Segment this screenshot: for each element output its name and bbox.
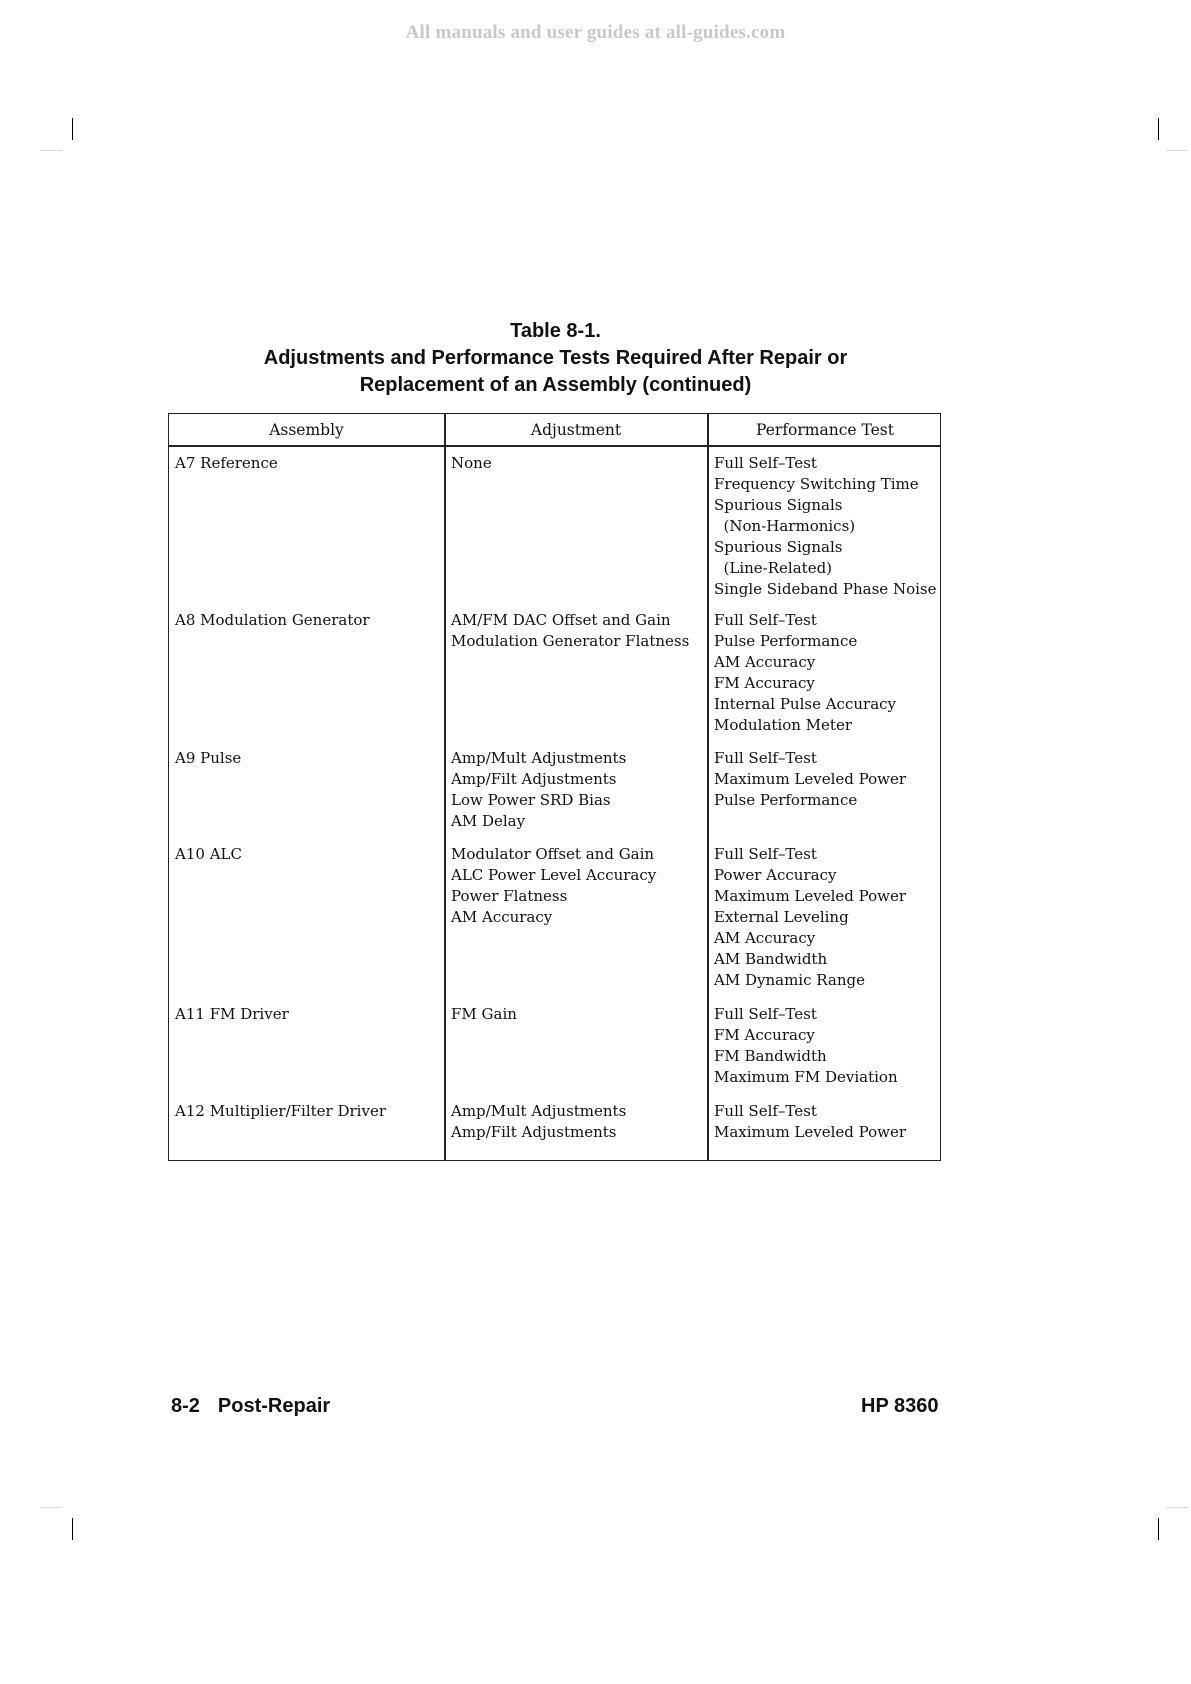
crop-mark-top-right: [1158, 118, 1159, 140]
header-adjustment: Adjustment: [530, 421, 622, 439]
assembly-table: [168, 413, 941, 1161]
assembly-cell: A8 Modulation Generator: [175, 611, 370, 629]
header-performance-test: Performance Test: [756, 421, 894, 439]
crop-mark-bottom-left: [72, 1518, 73, 1540]
table-number: Table 8-1.: [510, 320, 601, 342]
crop-mark-top-left: [72, 118, 73, 140]
performance-test-cell: Full Self–Test Power Accuracy Maximum Leveled Power External Leveling AM Accuracy AM Bandwidth AM Dynamic Range: [714, 845, 907, 989]
column-divider-2: [707, 414, 709, 1160]
crop-mark-bottom-right: [1158, 1518, 1159, 1540]
adjustment-cell: FM Gain: [451, 1005, 517, 1023]
page-number: 8-2: [171, 1395, 200, 1417]
adjustment-cell: AM/FM DAC Offset and Gain Modulation Generator Flatness: [451, 611, 690, 650]
table-title-line-2: Replacement of an Assembly (continued): [359, 374, 752, 396]
header-rule: [169, 445, 940, 447]
adjustment-cell: Modulator Offset and Gain ALC Power Level Accuracy Power Flatness AM Accuracy: [451, 845, 657, 926]
column-divider-1: [444, 414, 446, 1160]
assembly-cell: A12 Multiplier/Filter Driver: [175, 1102, 386, 1120]
footer-page-section: [171, 1395, 330, 1418]
crop-mark-bottom-left-h: [40, 1507, 62, 1508]
product-name: HP 8360: [861, 1395, 939, 1417]
performance-test-cell: Full Self–Test Maximum Leveled Power: [714, 1102, 907, 1141]
assembly-cell: A9 Pulse: [175, 749, 242, 767]
assembly-cell: A10 ALC: [175, 845, 242, 863]
adjustment-cell: None: [451, 454, 492, 472]
performance-test-cell: Full Self–Test Frequency Switching Time Spurious Signals (Non-Harmonics) Spurious Signals (Line-Related) Single Sideband Phase Noise: [714, 454, 937, 598]
performance-test-cell: Full Self–Test Maximum Leveled Power Pulse Performance: [714, 749, 907, 809]
crop-mark-bottom-right-h: [1166, 1507, 1188, 1508]
adjustment-cell: Amp/Mult Adjustments Amp/Filt Adjustments Low Power SRD Bias AM Delay: [451, 749, 627, 830]
table-title-line-1: Adjustments and Performance Tests Required After Repair or: [263, 347, 848, 369]
crop-mark-top-left-h: [40, 150, 62, 151]
assembly-cell: A11 FM Driver: [175, 1005, 289, 1023]
performance-test-cell: Full Self–Test Pulse Performance AM Accuracy FM Accuracy Internal Pulse Accuracy Modulation Meter: [714, 611, 897, 734]
section-name: Post-Repair: [217, 1395, 331, 1417]
assembly-cell: A7 Reference: [175, 454, 278, 472]
crop-mark-top-right-h: [1166, 150, 1188, 151]
performance-test-cell: Full Self–Test FM Accuracy FM Bandwidth Maximum FM Deviation: [714, 1005, 898, 1086]
adjustment-cell: Amp/Mult Adjustments Amp/Filt Adjustments: [451, 1102, 627, 1141]
table-caption: [168, 318, 943, 399]
header-assembly: Assembly: [269, 421, 344, 439]
watermark: All manuals and user guides at all-guides.com: [405, 22, 786, 43]
